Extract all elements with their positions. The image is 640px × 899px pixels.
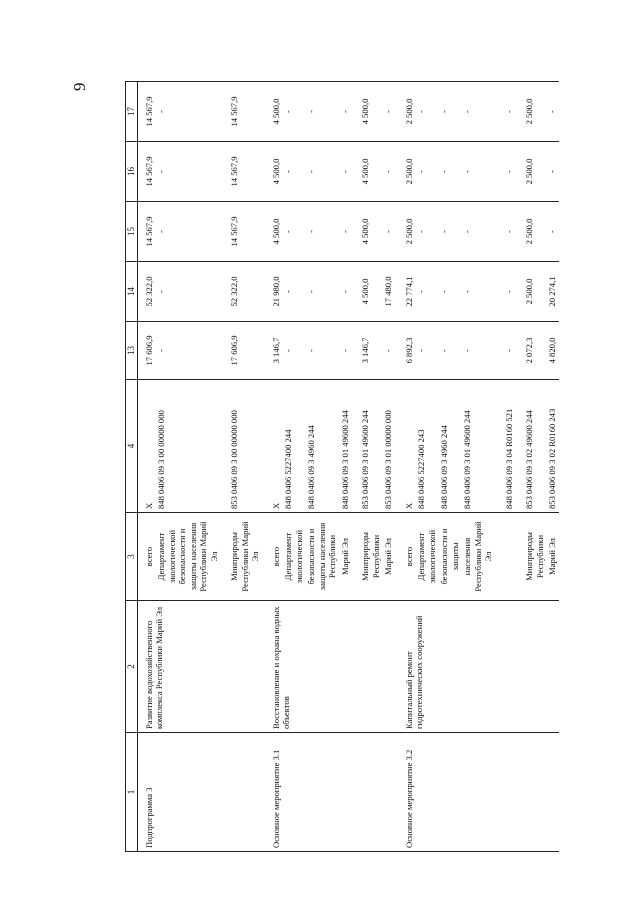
executor: Минприроды Республики (351, 513, 382, 601)
value-15: - (415, 202, 438, 262)
value-15: - (305, 202, 338, 262)
value-17: - (495, 82, 515, 142)
header-row (126, 82, 138, 852)
value-14: 22 774,1 (395, 262, 415, 322)
value-17: - (305, 82, 338, 142)
budget-code: X (262, 380, 282, 513)
value-13: 4 820,0 (546, 322, 558, 380)
executor: всего (395, 513, 415, 601)
header-cell: 15 (126, 202, 138, 262)
value-17: 14 567,9 (138, 82, 156, 142)
measure-name: Восстановление и охрана водных объектов (262, 601, 395, 733)
value-13: - (305, 322, 338, 380)
value-15: 14 567,9 (220, 202, 261, 262)
value-16: 4 500,0 (262, 142, 282, 202)
value-14: - (415, 262, 438, 322)
value-15: - (382, 202, 394, 262)
value-15: 4 500,0 (262, 202, 282, 262)
value-14: 20 274,1 (546, 262, 558, 322)
value-17: - (546, 82, 558, 142)
header-cell: 17 (126, 82, 138, 142)
budget-code: 848 0406 09 3 4960 244 (305, 380, 338, 513)
value-14: 17 480,0 (382, 262, 394, 322)
value-14: - (438, 262, 461, 322)
value-16: 4 500,0 (351, 142, 382, 202)
value-14: - (495, 262, 515, 322)
header-cell: 16 (126, 142, 138, 202)
value-16: - (339, 142, 351, 202)
value-14: 52 322,0 (220, 262, 261, 322)
value-16: 2 500,0 (395, 142, 415, 202)
value-16: 2 500,0 (515, 142, 546, 202)
budget-code: 853 0406 09 3 02 49600 244 (515, 380, 546, 513)
value-17: 4 500,0 (351, 82, 382, 142)
value-15: - (339, 202, 351, 262)
value-13: 3 146,7 (351, 322, 382, 380)
value-15: - (438, 202, 461, 262)
value-16: - (382, 142, 394, 202)
value-16: - (461, 142, 494, 202)
budget-code: 848 0406 09 3 00 00000 000 (155, 380, 220, 513)
budget-code: X (138, 380, 156, 513)
value-13: 2 072,3 (515, 322, 546, 380)
executor: безопасности и защиты (438, 513, 461, 601)
executor: всего (262, 513, 282, 601)
budget-code: 848 0406 09 3 04 R0160 521 (495, 380, 515, 513)
budget-code: 853 0406 09 3 02 R0160 243 (546, 380, 558, 513)
header-cell: 4 (126, 380, 138, 513)
value-13: - (155, 322, 220, 380)
value-15: 2 500,0 (515, 202, 546, 262)
budget-code: 848 0406 09 3 4960 244 (438, 380, 461, 513)
program-name: Развитие водохозяйственного комплекса Республики Марий Эл (138, 601, 262, 733)
value-14: - (155, 262, 220, 322)
value-17: 2 500,0 (395, 82, 415, 142)
value-17: - (382, 82, 394, 142)
value-15: - (461, 202, 494, 262)
value-14: - (461, 262, 494, 322)
executor: Департамент экологической безопасности и защиты населения Республики Марий Эл (155, 513, 220, 601)
value-17: - (415, 82, 438, 142)
executor (495, 513, 515, 601)
value-17: - (282, 82, 305, 142)
value-16: 14 567,9 (220, 142, 261, 202)
executor: Минприроды Республики (515, 513, 546, 601)
value-17: - (461, 82, 494, 142)
value-13: - (461, 322, 494, 380)
measure-code: Основное мероприятие 3.1 (262, 733, 395, 852)
value-14: - (305, 262, 338, 322)
value-16: - (415, 142, 438, 202)
budget-code: X (395, 380, 415, 513)
value-15: 4 500,0 (351, 202, 382, 262)
budget-table (125, 81, 559, 852)
value-13: 3 146,7 (262, 322, 282, 380)
value-14: - (339, 262, 351, 322)
value-17: - (155, 82, 220, 142)
budget-code: 848 0406 09 3 01 49600 244 (339, 380, 351, 513)
value-16: - (305, 142, 338, 202)
value-15: - (546, 202, 558, 262)
value-17: 14 567,9 (220, 82, 261, 142)
header-cell: 13 (126, 322, 138, 380)
value-16: - (282, 142, 305, 202)
executor: безопасности и защиты населения Республики (305, 513, 338, 601)
budget-code: 853 0406 09 3 01 00000 000 (382, 380, 394, 513)
value-15: 14 567,9 (138, 202, 156, 262)
value-14: 4 500,0 (351, 262, 382, 322)
value-13: - (495, 322, 515, 380)
page-number: 9 (70, 82, 89, 91)
value-16: - (546, 142, 558, 202)
value-17: - (339, 82, 351, 142)
table-row (395, 82, 415, 852)
value-13: - (339, 322, 351, 380)
executor: населения Республики Марий Эл (461, 513, 494, 601)
program-code: Подпрограмма 3 (138, 733, 262, 852)
value-17: 4 500,0 (262, 82, 282, 142)
value-16: - (155, 142, 220, 202)
value-14: - (282, 262, 305, 322)
value-13: 17 606,9 (138, 322, 156, 380)
value-17: 2 500,0 (515, 82, 546, 142)
value-14: 2 500,0 (515, 262, 546, 322)
table-row (262, 82, 282, 852)
value-16: - (495, 142, 515, 202)
header-cell: 2 (126, 601, 138, 733)
executor: всего (138, 513, 156, 601)
value-14: 52 322,0 (138, 262, 156, 322)
measure-code: Основное мероприятие 3.2 (395, 733, 559, 852)
value-13: 17 606,9 (220, 322, 261, 380)
budget-code: 848 0406 5227400 243 (415, 380, 438, 513)
executor: Департамент экологической (415, 513, 438, 601)
value-15: 2 500,0 (395, 202, 415, 262)
executor: Департамент экологической (282, 513, 305, 601)
value-13: - (415, 322, 438, 380)
value-16: - (438, 142, 461, 202)
value-13: - (438, 322, 461, 380)
executor: Марий Эл (546, 513, 558, 601)
value-13: - (382, 322, 394, 380)
header-cell: 14 (126, 262, 138, 322)
value-16: 14 567,9 (138, 142, 156, 202)
measure-name: Капитальный ремонт гидротехнических сооружений (395, 601, 559, 733)
budget-code: 853 0406 09 3 00 00000 000 (220, 380, 261, 513)
header-cell: 3 (126, 513, 138, 601)
value-15: - (155, 202, 220, 262)
table-row (138, 82, 156, 852)
budget-code: 848 0406 5227400 244 (282, 380, 305, 513)
value-13: - (282, 322, 305, 380)
value-15: - (282, 202, 305, 262)
executor: Минприроды Республики Марий Эл (220, 513, 261, 601)
executor: Марий Эл (339, 513, 351, 601)
value-14: 21 980,0 (262, 262, 282, 322)
header-cell: 1 (126, 733, 138, 852)
value-13: 6 892,3 (395, 322, 415, 380)
value-15: - (495, 202, 515, 262)
budget-code: 853 0406 09 3 01 49600 244 (351, 380, 382, 513)
value-17: - (438, 82, 461, 142)
executor: Марий Эл (382, 513, 394, 601)
budget-code: 848 0406 09 3 01 49600 244 (461, 380, 494, 513)
